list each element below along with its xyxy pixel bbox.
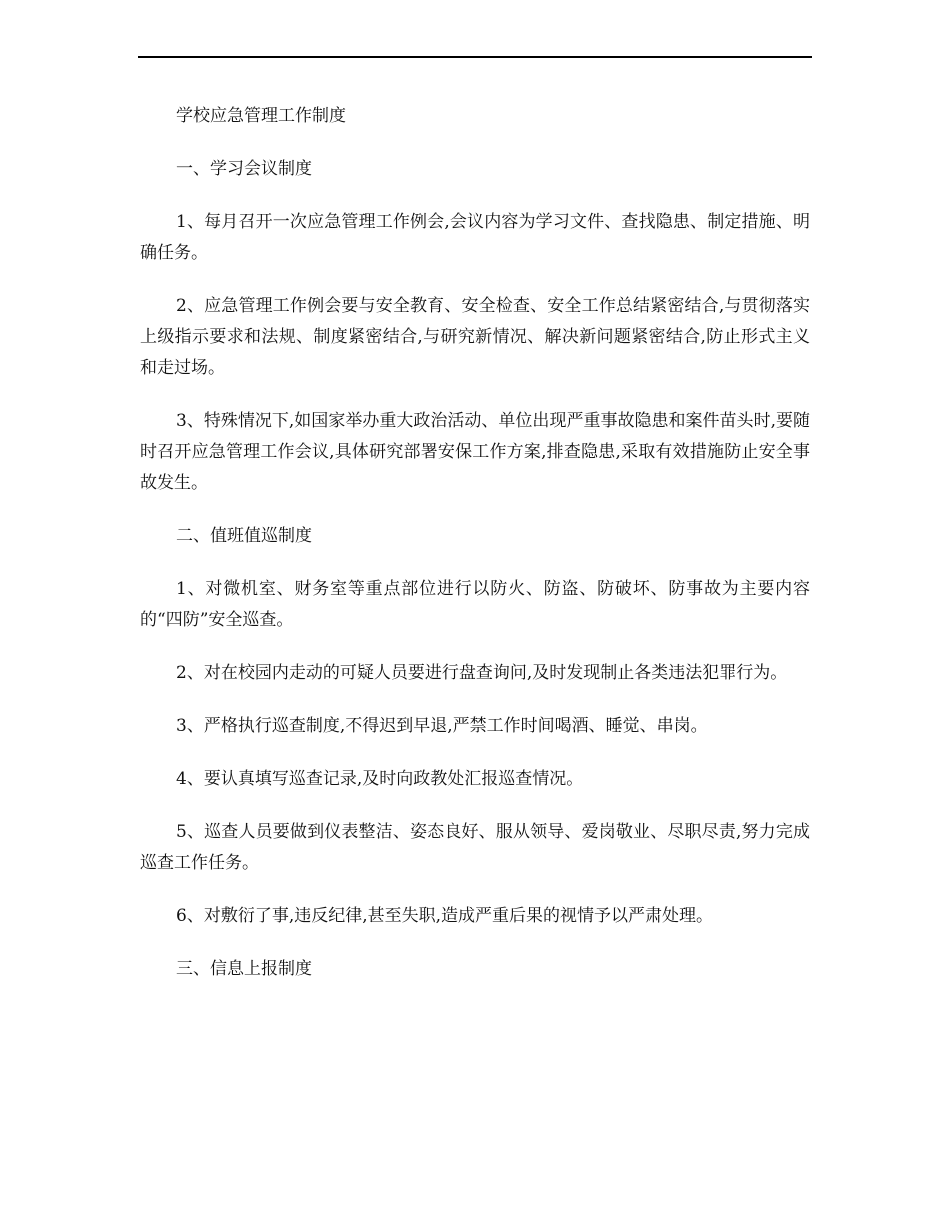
patrol-item-5: 5、巡查人员要做到仪表整洁、姿态良好、服从领导、爱岗敬业、尽职尽责,努力完成巡查工作任务。 [140,822,810,873]
section-heading-reporting: 三、信息上报制度 [176,959,312,979]
patrol-item-2: 2、对在校园内走动的可疑人员要进行盘查询问,及时发现制止各类违法犯罪行为。 [176,663,788,683]
patrol-item-3: 3、严格执行巡查制度,不得迟到早退,严禁工作时间喝酒、睡觉、串岗。 [176,716,708,736]
section-heading-meetings: 一、学习会议制度 [176,159,312,179]
document-body [140,101,810,1007]
patrol-item-6: 6、对敷衍了事,违反纪律,甚至失职,造成严重后果的视情予以严肃处理。 [176,906,714,926]
meetings-item-3: 3、特殊情况下,如国家举办重大政治活动、单位出现严重事故隐患和案件苗头时,要随时召开应急管理工作会议,具体研究部署安保工作方案,排查隐患,采取有效措施防止安全事故发生。 [140,411,810,493]
meetings-item-2: 2、应急管理工作例会要与安全教育、安全检查、安全工作总结紧密结合,与贯彻落实上级指示要求和法规、制度紧密结合,与研究新情况、解决新问题紧密结合,防止形式主义和走过场。 [140,296,810,378]
header-rule [138,56,812,58]
document-title: 学校应急管理工作制度 [176,106,346,126]
patrol-item-4: 4、要认真填写巡查记录,及时向政教处汇报巡查情况。 [176,769,584,789]
patrol-item-1: 1、对微机室、财务室等重点部位进行以防火、防盗、防破坏、防事故为主要内容的“四防”安全巡查。 [140,579,810,630]
meetings-item-1: 1、每月召开一次应急管理工作例会,会议内容为学习文件、查找隐患、制定措施、明确任务。 [140,212,810,263]
section-heading-patrol: 二、值班值巡制度 [176,526,312,546]
